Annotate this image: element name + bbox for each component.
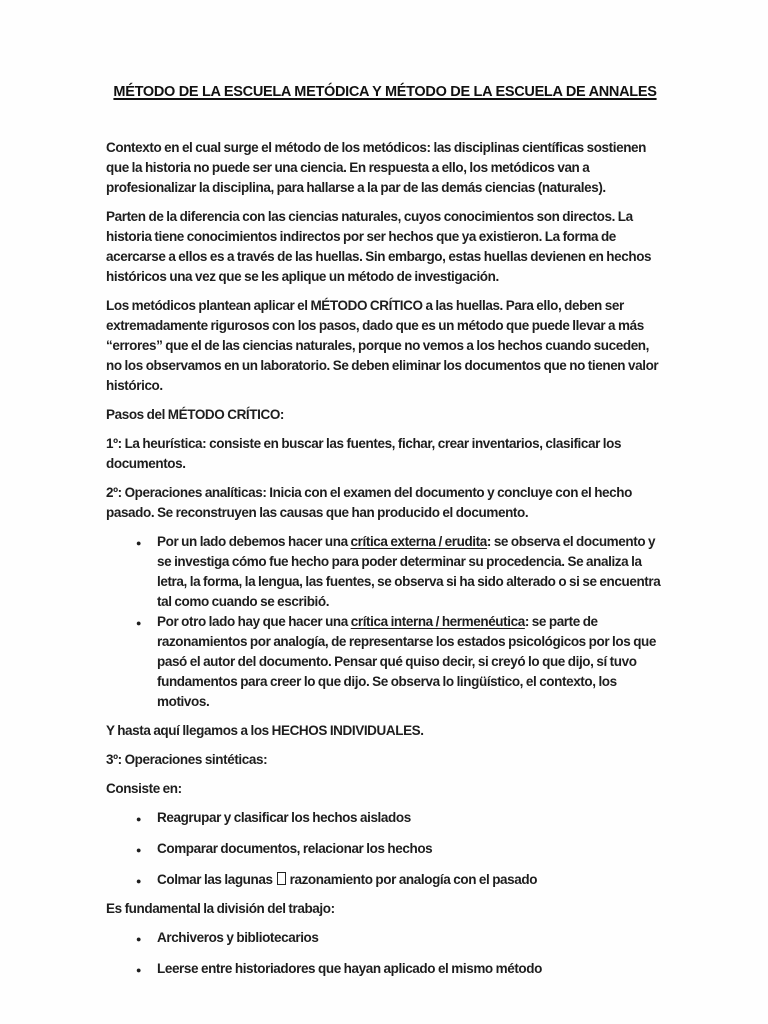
bullet-text-post: : se observa el documento y se investiga cómo fue hecho para poder determinar su procedencia. Se analiza la letra, la forma, la lengua, las fuentes, se observa si ha sido alterado o si se encuentra tal como cuando se escribió.: [157, 534, 661, 609]
paragraph-parten: Parten de la diferencia con las ciencias naturales, cuyos conocimientos son directos. La historia tiene conocimientos indirectos por ser hechos que ya existieron. La forma de acercarse a ellos es a través de las huellas. Sin embargo, estas huellas devienen en hechos históricos una vez que se les aplique un método de investigación.: [106, 209, 652, 284]
bullet-text: Archiveros y bibliotecarios: [157, 930, 319, 945]
synthetic-bullet-list: [106, 808, 664, 890]
bullet-critica-interna: [136, 612, 664, 712]
document-title: MÉTODO DE LA ESCUELA METÓDICA Y MÉTODO DE LA ESCUELA DE ANNALES: [113, 84, 657, 100]
bullet-text-post: : se parte de razonamientos por analogía, de representarse los estados psicológicos por los que pasó el autor del documento. Pensar qué quiso decir, si creyó lo que dijo, sí tuvo fundamentos para creer lo que dijo. Se observa lo lingüístico, el contexto, los motivos.: [157, 614, 656, 709]
heading-division-trabajo: Es fundamental la división del trabajo:: [106, 901, 335, 916]
paragraph-contexto: Contexto en el cual surge el método de los metódicos: las disciplinas científicas sostienen que la historia no puede ser una ciencia. En respuesta a ello, los metódicos van a profesionalizar la disciplina, para hallarse a la par de las demás ciencias (naturales).: [106, 140, 647, 195]
paragraph-paso1-heuristica: 1º: La heurística: consiste en buscar las fuentes, fichar, crear inventarios, clasificar los documentos.: [106, 436, 622, 471]
division-bullet-list: [106, 928, 664, 979]
bullet-leerse: [136, 959, 664, 979]
bullet-critica-externa: [136, 532, 664, 612]
bullet-text: Leerse entre historiadores que hayan aplicado el mismo método: [157, 961, 542, 976]
bullet-colmar-lagunas: [136, 870, 664, 890]
analytic-bullet-list: [106, 532, 664, 712]
underlined-critica-externa: crítica externa / erudita: [350, 534, 487, 549]
heading-paso3-operaciones-sinteticas: 3º: Operaciones sintéticas:: [106, 752, 268, 767]
missing-glyph-box-icon: [277, 872, 286, 885]
bullet-text: Reagrupar y clasificar los hechos aislados: [157, 810, 411, 825]
bullet-text-pre: Por otro lado hay que hacer una: [157, 614, 351, 629]
paragraph-hechos-individuales: Y hasta aquí llegamos a los HECHOS INDIVIDUALES.: [106, 723, 424, 738]
heading-pasos-metodo-critico: Pasos del MÉTODO CRÍTICO:: [106, 407, 285, 422]
underlined-critica-interna: crítica interna / hermenéutica: [350, 614, 525, 629]
bullet-text-pre: Colmar las lagunas: [157, 872, 273, 887]
paragraph-metodo-critico: Los metódicos plantean aplicar el MÉTODO CRÍTICO a las huellas. Para ello, deben ser extremadamente rigurosos con los pasos, dado que es un método que puede llevar a más “errores” que el de las ciencias naturales, porque no vemos a los hechos cuando suceden, no los observamos en un laboratorio. Se deben eliminar los documentos que no tienen valor histórico.: [106, 298, 659, 393]
bullet-comparar: [136, 839, 664, 859]
bullet-text: Comparar documentos, relacionar los hechos: [157, 841, 433, 856]
bullet-reagrupar: [136, 808, 664, 828]
heading-consiste-en: Consiste en:: [106, 781, 182, 796]
bullet-text-post: razonamiento por analogía con el pasado: [289, 872, 538, 887]
paragraph-paso2-operaciones-analiticas: 2º: Operaciones analíticas: Inicia con el examen del documento y concluye con el hecho pasado. Se reconstruyen las causas que han producido el documento.: [106, 485, 632, 520]
bullet-archiveros: [136, 928, 664, 948]
bullet-text-pre: Por un lado debemos hacer una: [157, 534, 351, 549]
